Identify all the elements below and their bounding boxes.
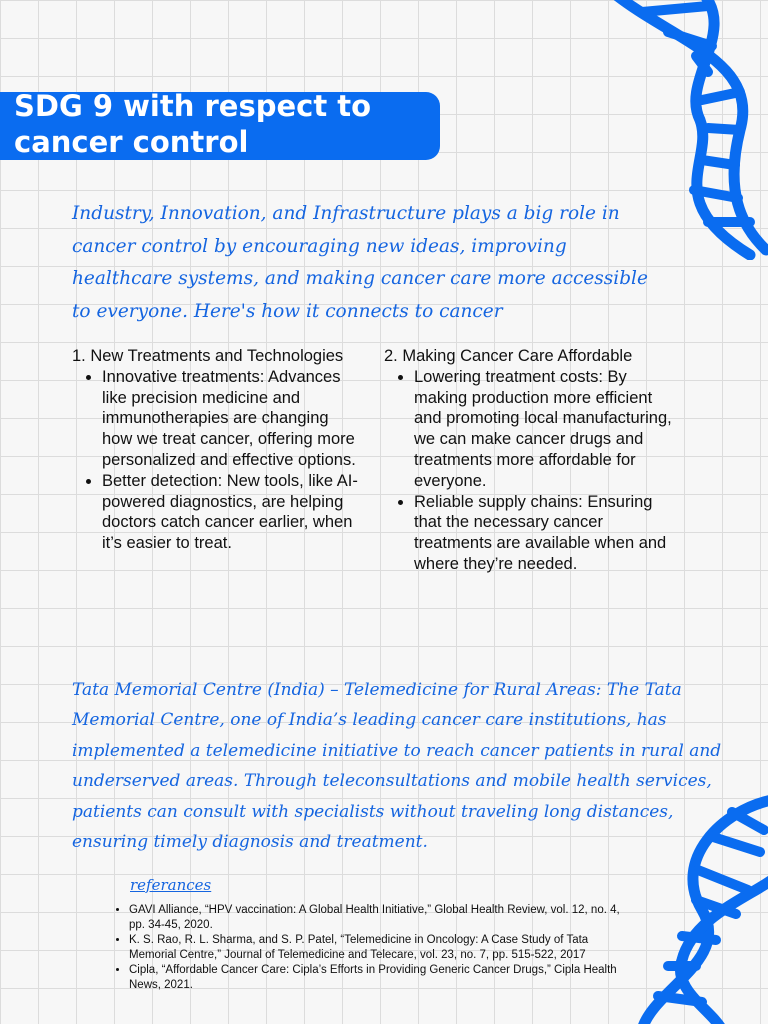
reference-item: • Cipla, “Affordable Cancer Care: Cipla’s Efforts in Providing Generic Cancer Drugs,” Cipla Health News, 2021. (129, 963, 629, 993)
intro-paragraph: Industry, Innovation, and Infrastructure plays a big role in cancer control by encouraging new ideas, improving healthcare systems, and making cancer care more accessible to everyone. Here's how it connects to cancer (72, 203, 648, 322)
page-title: SDG 9 with respect to cancer control (14, 89, 372, 159)
case-study-paragraph: Tata Memorial Centre (India) – Telemedicine for Rural Areas: The Tata Memorial Centre, one of India’s leading cancer care institutions, has implemented a telemedicine initiative to reach cancer patients in rural and underserved areas. Through teleconsultations and mobile health services, patients can consult with specialists without traveling long distances, ensuring timely diagnosis and treatment. (72, 680, 722, 853)
column-new-treatments (72, 346, 362, 554)
list-item: • Innovative treatments: Advances like precision medicine and immunotherapies are changing how we treat cancer, offering more personalized and effective options. (102, 367, 362, 471)
column-heading: 2. Making Cancer Care Affordable (384, 347, 633, 365)
reference-item: • K. S. Rao, R. L. Sharma, and S. P. Patel, “Telemedicine in Oncology: A Case Study of Tata Memorial Centre,” Journal of Telemedicine and Telecare, vol. 23, no. 7, pp. 515-522, 2017 (129, 933, 629, 963)
column-affordable-care (384, 346, 684, 575)
list-item: • Reliable supply chains: Ensuring that the necessary cancer treatments are available when and where they’re needed. (414, 492, 684, 575)
list-item: • Lowering treatment costs: By making production more efficient and promoting local manufacturing, we can make cancer drugs and treatments more affordable for everyone. (414, 367, 684, 492)
column-heading: 1. New Treatments and Technologies (72, 347, 344, 365)
bullet-list (72, 367, 362, 554)
references-heading: referances (130, 876, 212, 894)
references-list (112, 903, 629, 993)
list-item: • Better detection: New tools, like AI-powered diagnostics, are helping doctors catch cancer earlier, when it’s easier to treat. (102, 471, 362, 554)
bullet-list (384, 367, 684, 575)
reference-item: • GAVI Alliance, “HPV vaccination: A Global Health Initiative,” Global Health Review, vol. 12, no. 4, pp. 34-45, 2020. (129, 903, 629, 933)
